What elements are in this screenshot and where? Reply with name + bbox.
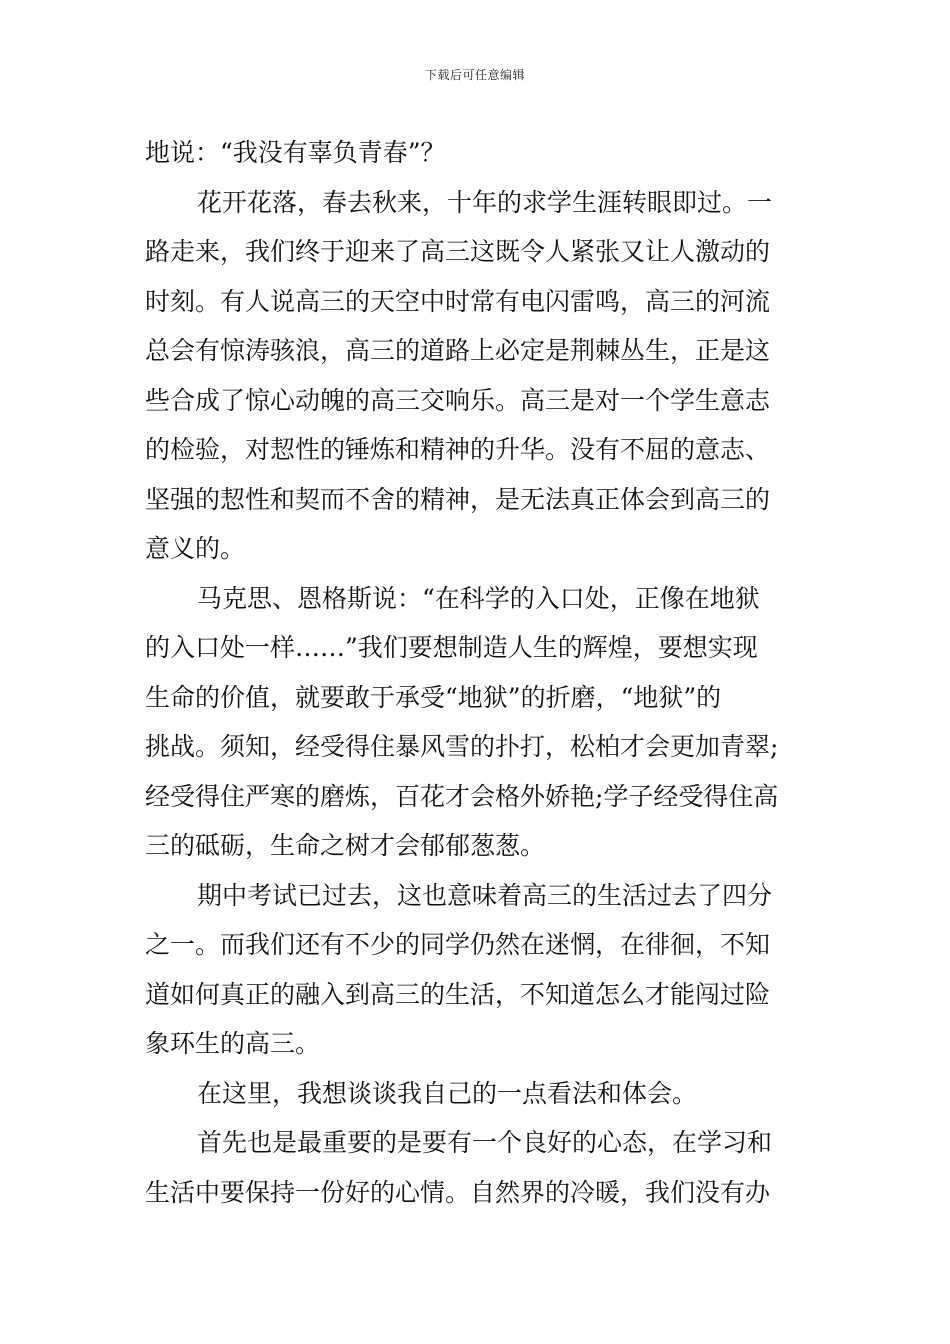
text-line: 路走来，我们终于迎来了高三这既令人紧张又让人激动的	[145, 237, 771, 266]
text-line: 挑战。须知，经受得住暴风雪的扑打，松柏才会更加青翠;	[145, 732, 779, 761]
text-line: 之一。而我们还有不少的同学仍然在迷惘，在徘徊，不知	[145, 930, 771, 959]
text-line: 期中考试已过去，这也意味着高三的生活过去了四分	[197, 880, 773, 910]
text-line: 总会有惊涛骇浪，高三的道路上必定是荆棘丛生，正是这	[145, 336, 771, 365]
page-header: 下载后可任意编辑	[424, 68, 525, 82]
text-line: 马克思、恩格斯说：“在科学的入口处，正像在地狱	[197, 583, 760, 613]
text-line: 道如何真正的融入到高三的生活，不知道怎么才能闯过险	[145, 979, 771, 1009]
text-line: 经受得住严寒的磨炼，百花才会格外娇艳;学子经受得住高	[145, 781, 779, 811]
text-line: 地说：“我没有辜负青春”？	[145, 138, 446, 167]
text-line: 时刻。有人说高三的天空中时常有电闪雷鸣，高三的河流	[145, 286, 771, 316]
text-line: 首先也是最重要的是要有一个良好的心态，在学习和	[197, 1128, 773, 1157]
text-line: 象环生的高三。	[145, 1029, 321, 1058]
text-line: 意义的。	[145, 534, 246, 563]
text-line: 的检验，对恝性的锤炼和精神的升华。没有不屈的意志、	[145, 435, 771, 464]
text-line: 在这里，我想谈谈我自己的一点看法和体会。	[197, 1078, 698, 1108]
text-line: 花开花落，春去秋来，十年的求学生涯转眼即过。一	[197, 187, 773, 217]
text-line: 的入口处一样……”我们要想制造人生的辉煌，要想实现	[145, 633, 758, 662]
text-line: 生活中要保持一份好的心情。自然界的冷暖，我们没有办	[145, 1177, 771, 1207]
text-line: 坚强的恝性和契而不舍的精神，是无法真正体会到高三的	[145, 484, 771, 514]
text-line: 些合成了惊心动魄的高三交响乐。高三是对一个学生意志	[145, 385, 771, 415]
text-line: 生命的价值，就要敢于承受“地狱”的折磨，“地狱”的	[145, 682, 722, 712]
document-body	[145, 128, 807, 1217]
text-line: 三的砥砺，生命之树才会郁郁葱葱。	[145, 831, 546, 860]
